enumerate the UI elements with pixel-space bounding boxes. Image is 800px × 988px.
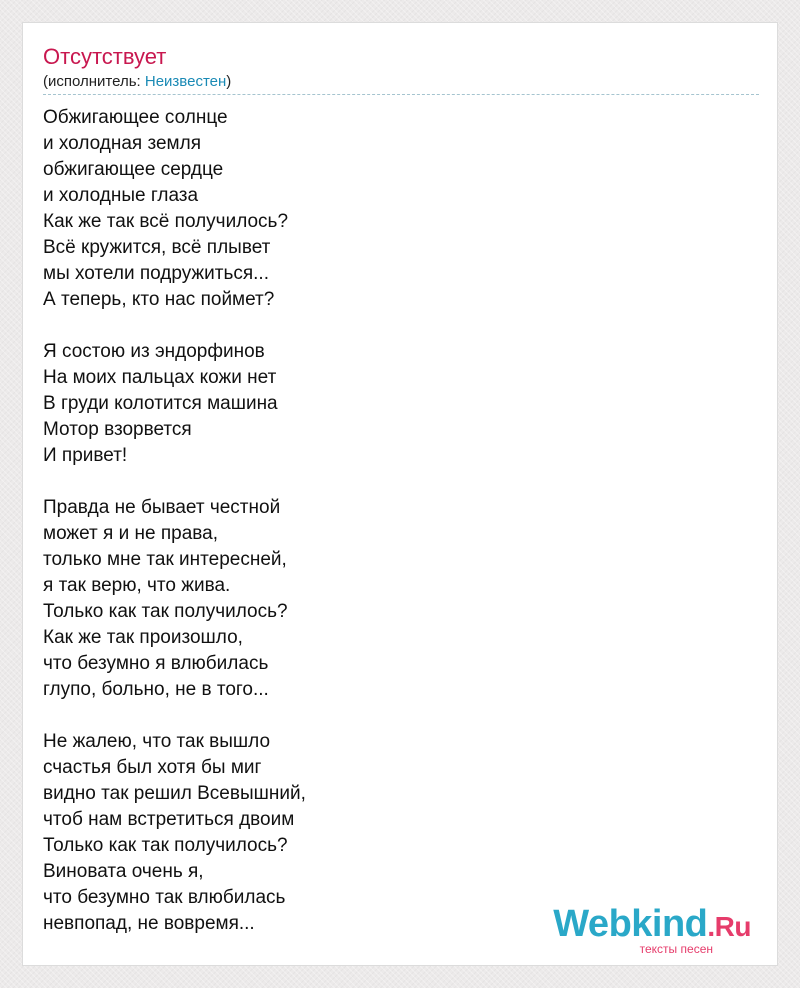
lyric-line: невпопад, не вовремя... bbox=[43, 913, 255, 934]
lyric-line: Только как так получилось? bbox=[43, 835, 288, 856]
lyric-line: В груди колотится машина bbox=[43, 393, 278, 414]
lyric-line: И привет! bbox=[43, 445, 128, 466]
lyric-line: Виновата очень я, bbox=[43, 861, 204, 882]
artist-link[interactable]: Неизвестен bbox=[144, 73, 227, 90]
stanza-2 bbox=[43, 339, 643, 469]
artist-line bbox=[43, 72, 231, 92]
lyric-line: может я и не права, bbox=[43, 523, 218, 544]
lyric-line: Не жалею, что так вышло bbox=[43, 731, 271, 752]
lyric-line: счастья был хотя бы миг bbox=[43, 757, 262, 778]
lyric-line: Всё кружится, всё плывет bbox=[43, 237, 271, 258]
logo-word: Webkind bbox=[553, 903, 708, 945]
lyric-line: видно так решил Всевышний, bbox=[43, 783, 306, 804]
logo-tld: .Ru bbox=[707, 911, 751, 942]
lyric-line: мы хотели подружиться... bbox=[43, 263, 269, 284]
lyric-line: обжигающее сердце bbox=[43, 159, 224, 180]
lyric-line: Обжигающее солнце bbox=[43, 107, 228, 128]
stanza-1 bbox=[43, 105, 643, 313]
lyric-line: Только как так получилось? bbox=[43, 601, 288, 622]
lyric-line: и холодная земля bbox=[43, 133, 201, 154]
lyric-line: я так верю, что жива. bbox=[43, 575, 231, 596]
lyric-line: А теперь, кто нас поймет? bbox=[43, 289, 275, 310]
lyric-line: Я состою из эндорфинов bbox=[43, 341, 265, 362]
lyric-line: Как же так всё получилось? bbox=[43, 211, 289, 232]
lyric-line: что безумно так влюбилась bbox=[43, 887, 286, 908]
site-logo[interactable] bbox=[553, 904, 751, 955]
stanza-3 bbox=[43, 495, 643, 703]
lyric-line: Мотор взорвется bbox=[43, 419, 192, 440]
artist-prefix: (исполнитель: bbox=[43, 73, 145, 90]
logo-tagline: тексты песен bbox=[639, 942, 713, 956]
lyric-line: и холодные глаза bbox=[43, 185, 199, 206]
lyric-line: На моих пальцах кожи нет bbox=[43, 367, 277, 388]
lyrics-card bbox=[22, 22, 778, 966]
lyric-line: Как же так произошло, bbox=[43, 627, 243, 648]
logo-wordmark bbox=[553, 904, 751, 947]
lyric-line: глупо, больно, не в того... bbox=[43, 679, 269, 700]
lyric-line: только мне так интересней, bbox=[43, 549, 287, 570]
song-title: Отсутствует bbox=[43, 44, 167, 69]
lyric-line: Правда не бывает честной bbox=[43, 497, 281, 518]
lyrics-text bbox=[43, 105, 643, 963]
lyric-line: что безумно я влюбилась bbox=[43, 653, 269, 674]
artist-suffix: ) bbox=[226, 73, 232, 90]
lyric-line: чтоб нам встретиться двоим bbox=[43, 809, 295, 830]
dashed-divider bbox=[43, 94, 759, 95]
